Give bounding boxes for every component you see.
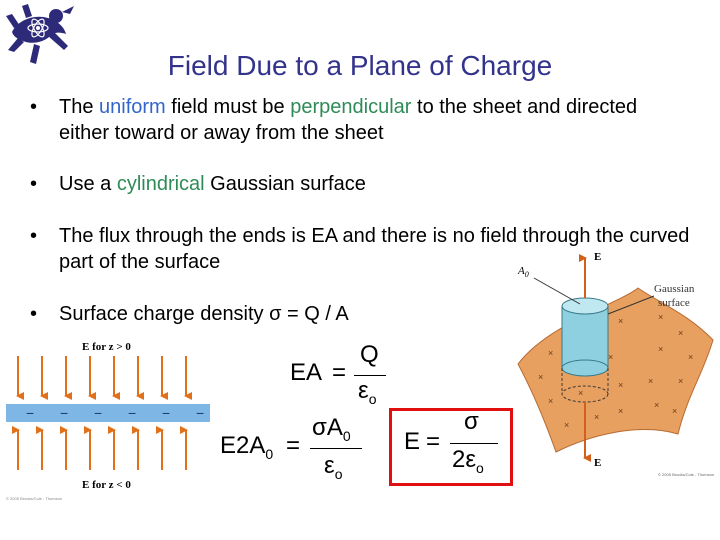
arrows-above — [18, 356, 186, 396]
gaussian-label-2: surface — [658, 297, 690, 309]
arrows-below — [18, 430, 186, 470]
highlight-uniform: uniform — [99, 96, 166, 118]
bullet-marker: • — [30, 173, 38, 195]
eq2-equals: = — [286, 432, 301, 459]
charge-sign: − — [162, 405, 171, 421]
bullet-text: Surface charge density σ = Q / A — [59, 303, 349, 325]
svg-text:×: × — [654, 400, 660, 410]
svg-text:×: × — [578, 388, 584, 398]
field-label-bottom: E for z < 0 — [82, 479, 131, 491]
bullet-text-part: The — [59, 96, 100, 118]
eq1-denominator: $\varepsilon_o$ — [358, 377, 377, 407]
area-label: $A_0$ — [518, 265, 529, 279]
highlight-cylindrical: cylindrical — [116, 173, 205, 195]
svg-text:×: × — [678, 376, 684, 386]
svg-text:×: × — [618, 406, 624, 416]
eq2-numerator: $\sigma A_0$ — [312, 414, 351, 444]
svg-text:×: × — [548, 348, 554, 358]
bullet-text: The flux through the ends is EA and there is no field through the curved part of the surface — [59, 225, 690, 273]
eq1-numerator: Q — [360, 341, 379, 368]
eq3-numerator: σ — [464, 408, 479, 435]
bullet-text-part: to the sheet and directed either toward or away from the sheet — [59, 96, 638, 144]
bullet-marker: • — [30, 96, 38, 118]
figure-credit: © 2005 Brooks/Cole - Thomson — [658, 472, 715, 477]
svg-text:×: × — [594, 412, 600, 422]
svg-text:×: × — [658, 312, 664, 322]
sheet-field-figure — [4, 336, 214, 502]
bullet-text-part: Gaussian surface — [204, 173, 366, 195]
eq3-denominator: $2\varepsilon_o$ — [452, 446, 484, 476]
field-label-down: E — [594, 457, 602, 469]
gaussian-label-1: Gaussian — [654, 283, 695, 295]
highlight-perpendicular: perpendicular — [290, 96, 412, 118]
svg-text:×: × — [648, 376, 654, 386]
gaussian-cylinder — [562, 306, 608, 368]
svg-text:×: × — [538, 372, 544, 382]
svg-text:×: × — [688, 352, 694, 362]
bullet-marker: • — [30, 225, 38, 247]
eq2-lhs: $E2A_0$ — [220, 432, 274, 462]
svg-text:×: × — [608, 352, 614, 362]
field-label-up: E — [594, 251, 602, 263]
svg-text:×: × — [658, 344, 664, 354]
gaussian-cylinder-figure — [508, 244, 718, 480]
eq1-equals: = — [332, 359, 347, 386]
svg-text:×: × — [548, 396, 554, 406]
bullet-marker: • — [30, 303, 38, 325]
eq3-equals: = — [426, 428, 441, 455]
eq2-denominator: $\varepsilon_o$ — [324, 452, 343, 482]
svg-text:×: × — [564, 420, 570, 430]
bullet-text-part: Use a — [59, 173, 117, 195]
eq1-lhs: EA — [290, 359, 323, 386]
svg-text:×: × — [618, 316, 624, 326]
charge-sign: − — [60, 405, 69, 421]
eq3-lhs: E — [404, 428, 421, 455]
bullet-uniform-field — [30, 94, 690, 146]
svg-text:×: × — [678, 328, 684, 338]
charge-sign: − — [26, 405, 35, 421]
charge-sign: − — [94, 405, 103, 421]
footer-credit: © 2005 Brooks/Cole - Thomson — [6, 496, 63, 501]
charge-sign: − — [196, 405, 205, 421]
slide-title: Field Due to a Plane of Charge — [167, 50, 553, 81]
bullet-text-part: field must be — [165, 96, 291, 118]
svg-text:×: × — [672, 406, 678, 416]
field-label-top: E for z > 0 — [82, 341, 131, 353]
bullet-charge-density — [30, 301, 349, 327]
charge-sign: − — [128, 405, 137, 421]
svg-text:×: × — [618, 380, 624, 390]
bullet-cylindrical-surface — [30, 171, 366, 197]
cylinder-top — [562, 298, 608, 314]
charged-sheet — [6, 404, 210, 422]
charged-plane — [518, 288, 713, 452]
